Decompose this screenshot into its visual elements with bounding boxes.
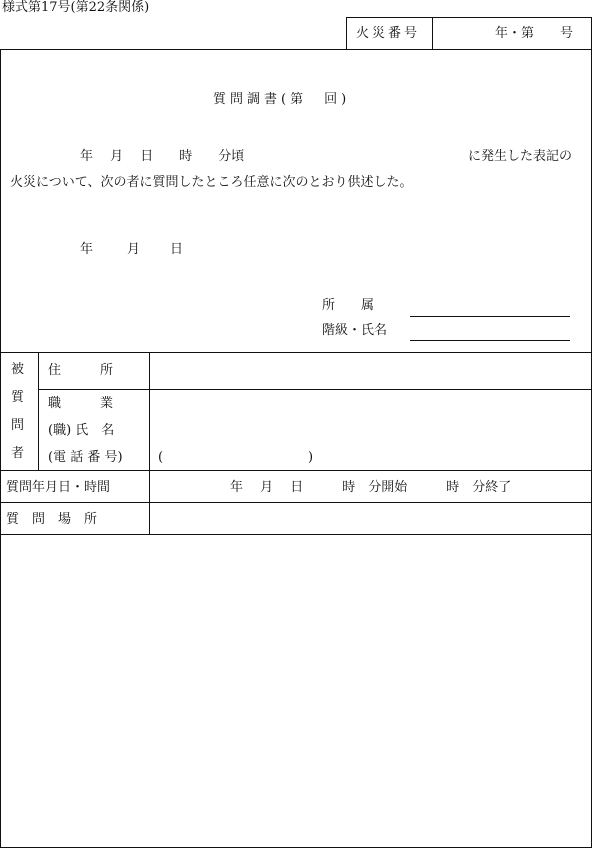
statement-line1-suffix: に発生した表記の <box>468 149 573 164</box>
statement-line2: 火災について、次の者に質問したところ任意に次のとおり供述した。 <box>10 175 413 190</box>
statement-body-area[interactable] <box>1 535 591 847</box>
datetime-label: 質問年月日・時間 <box>6 480 111 495</box>
respondent-label-1: 被 <box>11 362 25 377</box>
respondent-label-4: 者 <box>11 446 25 461</box>
phone-field[interactable] <box>166 446 306 466</box>
affiliation-label: 所 属 <box>322 298 375 313</box>
date-month[interactable]: 月 <box>127 242 141 257</box>
position-name-label: (職) 氏 名 <box>48 423 115 438</box>
document-title: 質問調書(第 回) <box>213 92 351 107</box>
phone-open-paren: ( <box>158 450 164 465</box>
date-year[interactable]: 年 <box>80 242 94 257</box>
respondent-label-3: 問 <box>11 418 25 433</box>
fire-number-label: 火災番号 <box>356 26 421 41</box>
address-field[interactable] <box>150 353 591 389</box>
address-label: 住 所 <box>48 363 114 378</box>
datetime-value[interactable]: 年 月 日 時 分開始 時 分終了 <box>230 480 512 495</box>
respondent-label-2: 質 <box>11 390 25 405</box>
place-label: 質 問 場 所 <box>6 512 98 527</box>
rank-name-label: 階級・氏名 <box>322 323 388 338</box>
rank-name-field[interactable] <box>410 340 570 341</box>
statement-datetime[interactable]: 年 月 日 時 分頃 <box>80 149 245 164</box>
fire-number-value[interactable]: 年・第 号 <box>495 26 574 41</box>
phone-close-paren: ) <box>308 450 314 465</box>
occupation-label: 職 業 <box>48 396 114 411</box>
affiliation-field[interactable] <box>410 316 570 317</box>
date-day[interactable]: 日 <box>170 242 184 257</box>
place-field[interactable] <box>150 503 591 534</box>
occupation-name-field[interactable] <box>150 390 591 442</box>
phone-label: (電 話 番 号) <box>48 450 123 465</box>
form-number-label: 様式第17号(第22条関係) <box>2 0 150 15</box>
